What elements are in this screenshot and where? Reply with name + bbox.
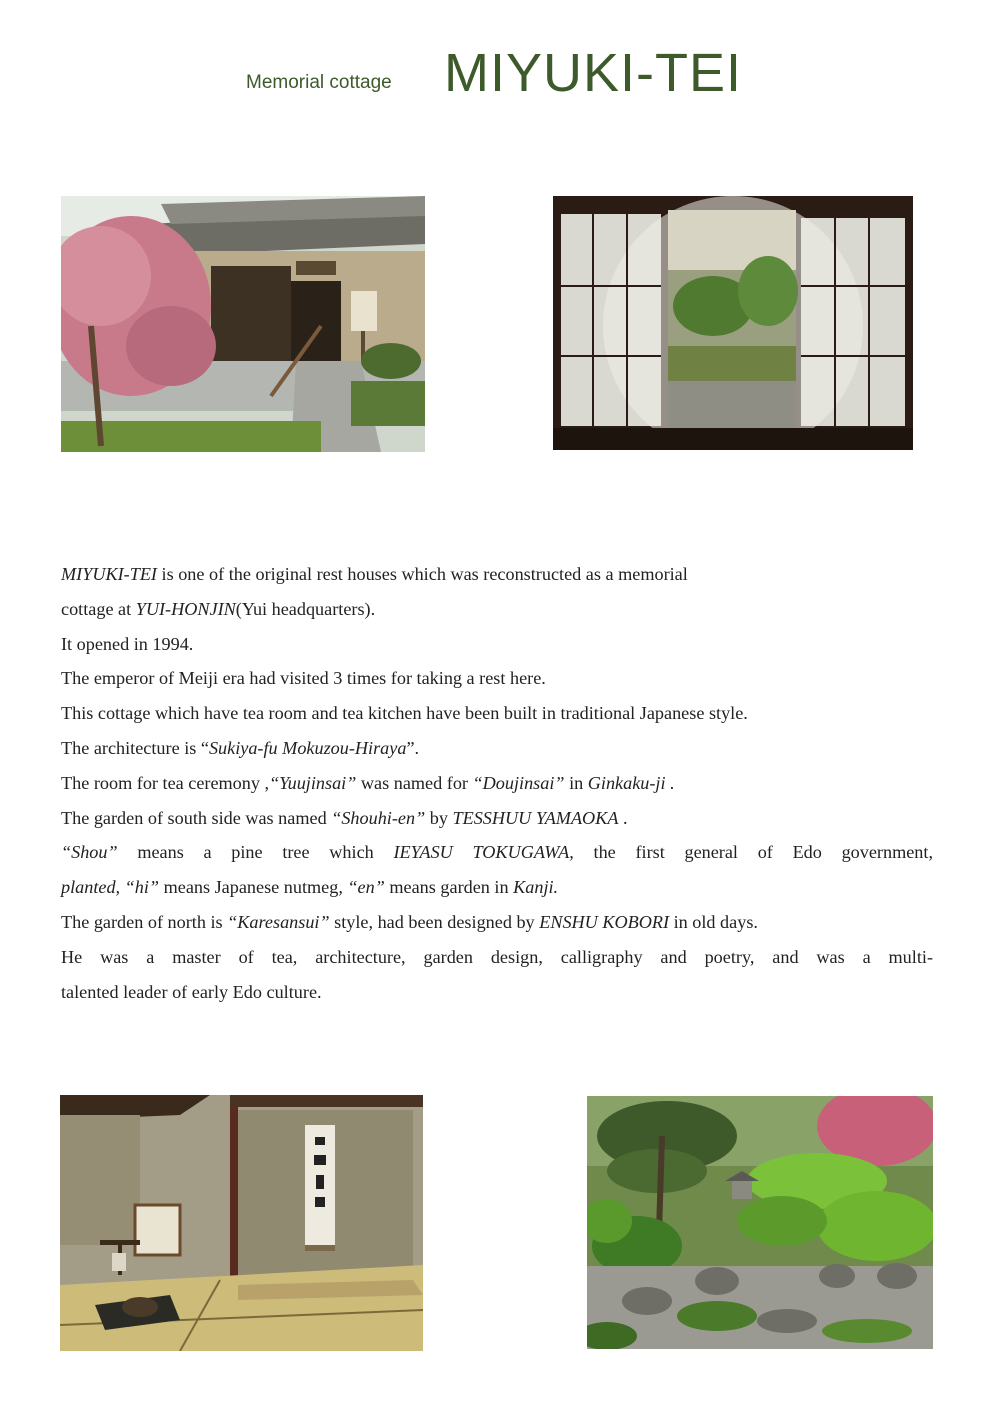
text-line-11: The garden of north is “Karesansui” style, had been designed by ENSHU KOBORI in old days.: [61, 911, 758, 932]
text-line-10: planted, “hi” means Japanese nutmeg, “en” means garden in Kanji.: [61, 877, 559, 898]
text-line-6: The architecture is “Sukiya-fu Mokuzou-Hiraya”.: [61, 737, 420, 758]
round-window-shoji-photo: [553, 196, 913, 450]
tea-room-interior-photo: [60, 1095, 423, 1351]
text-line-13: talented leader of early Edo culture.: [61, 981, 322, 1002]
text-line-7: The room for tea ceremony ,“Yuujinsai” was named for “Doujinsai” in Ginkaku-ji .: [61, 772, 675, 793]
cottage-entrance-photo: [61, 196, 425, 452]
text-line-3: It opened in 1994.: [61, 633, 194, 654]
japanese-garden-photo: [587, 1096, 933, 1349]
text-line-2: cottage at YUI-HONJIN(Yui headquarters).: [61, 598, 376, 619]
description-text: [61, 557, 933, 1009]
text-line-9: “Shou” means a pine tree which IEYASU TOKUGAWA, the first general of Edo government,: [61, 842, 933, 863]
page-header: [0, 40, 992, 110]
text-line-4: The emperor of Meiji era had visited 3 times for taking a rest here.: [61, 668, 546, 689]
text-line-5: This cottage which have tea room and tea kitchen have been built in traditional Japanese style.: [61, 703, 748, 724]
subtitle: Memorial cottage: [246, 72, 392, 93]
text-line-1: MIYUKI-TEI is one of the original rest houses which was reconstructed as a memorial: [61, 564, 688, 584]
page-title: MIYUKI-TEI: [444, 43, 743, 103]
text-line-12: He was a master of tea, architecture, garden design, calligraphy and poetry, and was a multi-: [61, 946, 933, 967]
text-line-8: The garden of south side was named “Shouhi-en” by TESSHUU YAMAOKA .: [61, 807, 628, 828]
